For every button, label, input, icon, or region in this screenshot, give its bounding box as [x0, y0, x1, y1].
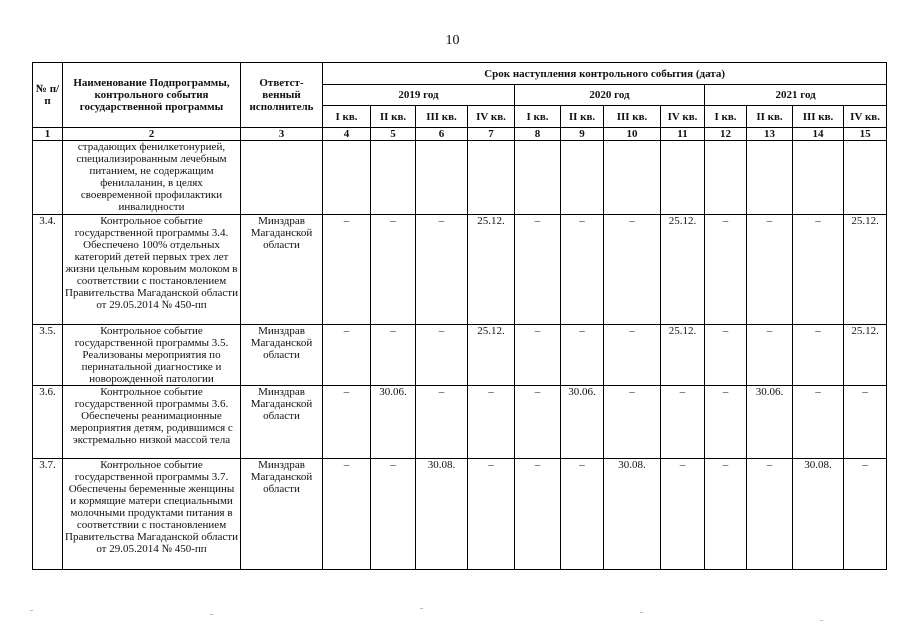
deadline-cell: –: [793, 325, 844, 386]
column-number: 2: [63, 128, 241, 141]
table-row: [33, 141, 887, 215]
header-quarter: I кв.: [323, 106, 371, 128]
deadline-cell: –: [661, 459, 705, 570]
responsible-executor: Минздрав Магаданской области: [241, 325, 323, 386]
event-name: страдающих фенилкетонурией, специализированным лечебным питанием, не содержащим фенилаланин, в целях своевременной профилактики инвалидности: [63, 141, 241, 215]
deadline-cell: 25.12.: [468, 215, 515, 325]
column-number: 8: [515, 128, 561, 141]
deadline-cell: –: [705, 215, 747, 325]
deadline-cell: 25.12.: [468, 325, 515, 386]
deadline-cell: –: [844, 386, 887, 459]
deadline-cell: 30.06.: [371, 386, 416, 459]
deadline-cell: [747, 141, 793, 215]
deadline-cell: –: [705, 459, 747, 570]
deadline-cell: [416, 141, 468, 215]
deadline-cell: [604, 141, 661, 215]
deadline-cell: 30.08.: [604, 459, 661, 570]
header-name: Наименование Подпрограммы, контрольного события государственной программы: [63, 63, 241, 128]
deadline-cell: –: [515, 325, 561, 386]
deadline-cell: [844, 141, 887, 215]
deadline-cell: –: [705, 386, 747, 459]
column-number: 11: [661, 128, 705, 141]
deadline-cell: –: [844, 459, 887, 570]
deadline-cell: –: [604, 215, 661, 325]
deadline-cell: –: [561, 215, 604, 325]
event-name: Контрольное событие государственной программы 3.5. Реализованы мероприятия по перинатальной диагностике и новорожденной патологии: [63, 325, 241, 386]
scan-artifacts: [0, 600, 905, 640]
deadline-cell: –: [604, 325, 661, 386]
deadline-cell: –: [323, 386, 371, 459]
deadline-cell: –: [371, 325, 416, 386]
header-quarter: III кв.: [793, 106, 844, 128]
deadline-cell: [561, 141, 604, 215]
header-quarter: IV кв.: [468, 106, 515, 128]
column-number: 15: [844, 128, 887, 141]
column-number: 9: [561, 128, 604, 141]
table-row: [33, 386, 887, 459]
deadline-cell: –: [747, 215, 793, 325]
deadline-cell: –: [561, 325, 604, 386]
header-quarter: III кв.: [416, 106, 468, 128]
header-quarter: II кв.: [747, 106, 793, 128]
event-name: Контрольное событие государственной программы 3.4. Обеспечено 100% отдельных категорий детей первых трех лет жизни цельным коровьим молоком в соответствии с постановлением Правительства Магаданской области от 29.05.2014 № 450-пп: [63, 215, 241, 325]
deadline-cell: –: [468, 386, 515, 459]
deadline-cell: –: [515, 386, 561, 459]
header-quarter: II кв.: [561, 106, 604, 128]
column-number: 6: [416, 128, 468, 141]
deadline-cell: [661, 141, 705, 215]
deadline-cell: 25.12.: [661, 325, 705, 386]
column-number: 12: [705, 128, 747, 141]
deadline-cell: –: [661, 386, 705, 459]
row-number: [33, 141, 63, 215]
deadline-cell: –: [323, 215, 371, 325]
deadline-cell: 30.08.: [793, 459, 844, 570]
column-number: 1: [33, 128, 63, 141]
column-number: 5: [371, 128, 416, 141]
deadline-cell: [705, 141, 747, 215]
table-row: [33, 215, 887, 325]
deadline-cell: –: [747, 459, 793, 570]
column-number: 3: [241, 128, 323, 141]
deadline-cell: –: [515, 459, 561, 570]
table-row: [33, 459, 887, 570]
responsible-executor: [241, 141, 323, 215]
deadline-cell: –: [371, 215, 416, 325]
deadline-cell: [515, 141, 561, 215]
responsible-executor: Минздрав Магаданской области: [241, 459, 323, 570]
deadline-cell: 25.12.: [844, 325, 887, 386]
header-deadline: Срок наступления контрольного события (дата): [323, 63, 887, 85]
control-events-table: [32, 62, 887, 570]
deadline-cell: [323, 141, 371, 215]
column-number: 7: [468, 128, 515, 141]
deadline-cell: –: [323, 325, 371, 386]
deadline-cell: –: [793, 215, 844, 325]
header-num: № п/п: [33, 63, 63, 128]
header-year: 2020 год: [515, 85, 705, 106]
row-number: 3.4.: [33, 215, 63, 325]
deadline-cell: 30.06.: [747, 386, 793, 459]
responsible-executor: Минздрав Магаданской области: [241, 215, 323, 325]
event-name: Контрольное событие государственной программы 3.6. Обеспечены реанимационные мероприятия детям, родившимся с экстремально низкой массой тела: [63, 386, 241, 459]
column-number: 13: [747, 128, 793, 141]
row-number: 3.7.: [33, 459, 63, 570]
header-year: 2019 год: [323, 85, 515, 106]
header-quarter: II кв.: [371, 106, 416, 128]
header-quarter: I кв.: [515, 106, 561, 128]
header-quarter: III кв.: [604, 106, 661, 128]
header-quarter: I кв.: [705, 106, 747, 128]
deadline-cell: –: [747, 325, 793, 386]
row-number: 3.6.: [33, 386, 63, 459]
deadline-cell: 30.06.: [561, 386, 604, 459]
deadline-cell: –: [705, 325, 747, 386]
header-responsible: Ответст-венный исполнитель: [241, 63, 323, 128]
deadline-cell: [468, 141, 515, 215]
deadline-cell: –: [793, 386, 844, 459]
deadline-cell: –: [468, 459, 515, 570]
deadline-cell: 25.12.: [844, 215, 887, 325]
header-quarter: IV кв.: [844, 106, 887, 128]
responsible-executor: Минздрав Магаданской области: [241, 386, 323, 459]
deadline-cell: –: [604, 386, 661, 459]
page-number: 10: [445, 33, 460, 48]
column-number: 14: [793, 128, 844, 141]
deadline-cell: –: [515, 215, 561, 325]
row-number: 3.5.: [33, 325, 63, 386]
deadline-cell: [793, 141, 844, 215]
column-number: 4: [323, 128, 371, 141]
deadline-cell: –: [561, 459, 604, 570]
header-quarter: IV кв.: [661, 106, 705, 128]
column-number: 10: [604, 128, 661, 141]
event-name: Контрольное событие государственной программы 3.7. Обеспечены беременные женщины и кормящие матери специальными молочными продуктами питания в соответствии с постановлением Правительства Магаданской области от 29.05.2014 № 450-пп: [63, 459, 241, 570]
deadline-cell: 25.12.: [661, 215, 705, 325]
deadline-cell: –: [371, 459, 416, 570]
deadline-cell: 30.08.: [416, 459, 468, 570]
header-year: 2021 год: [705, 85, 887, 106]
deadline-cell: –: [416, 325, 468, 386]
deadline-cell: [371, 141, 416, 215]
deadline-cell: –: [416, 386, 468, 459]
table-row: [33, 325, 887, 386]
deadline-cell: –: [416, 215, 468, 325]
deadline-cell: –: [323, 459, 371, 570]
